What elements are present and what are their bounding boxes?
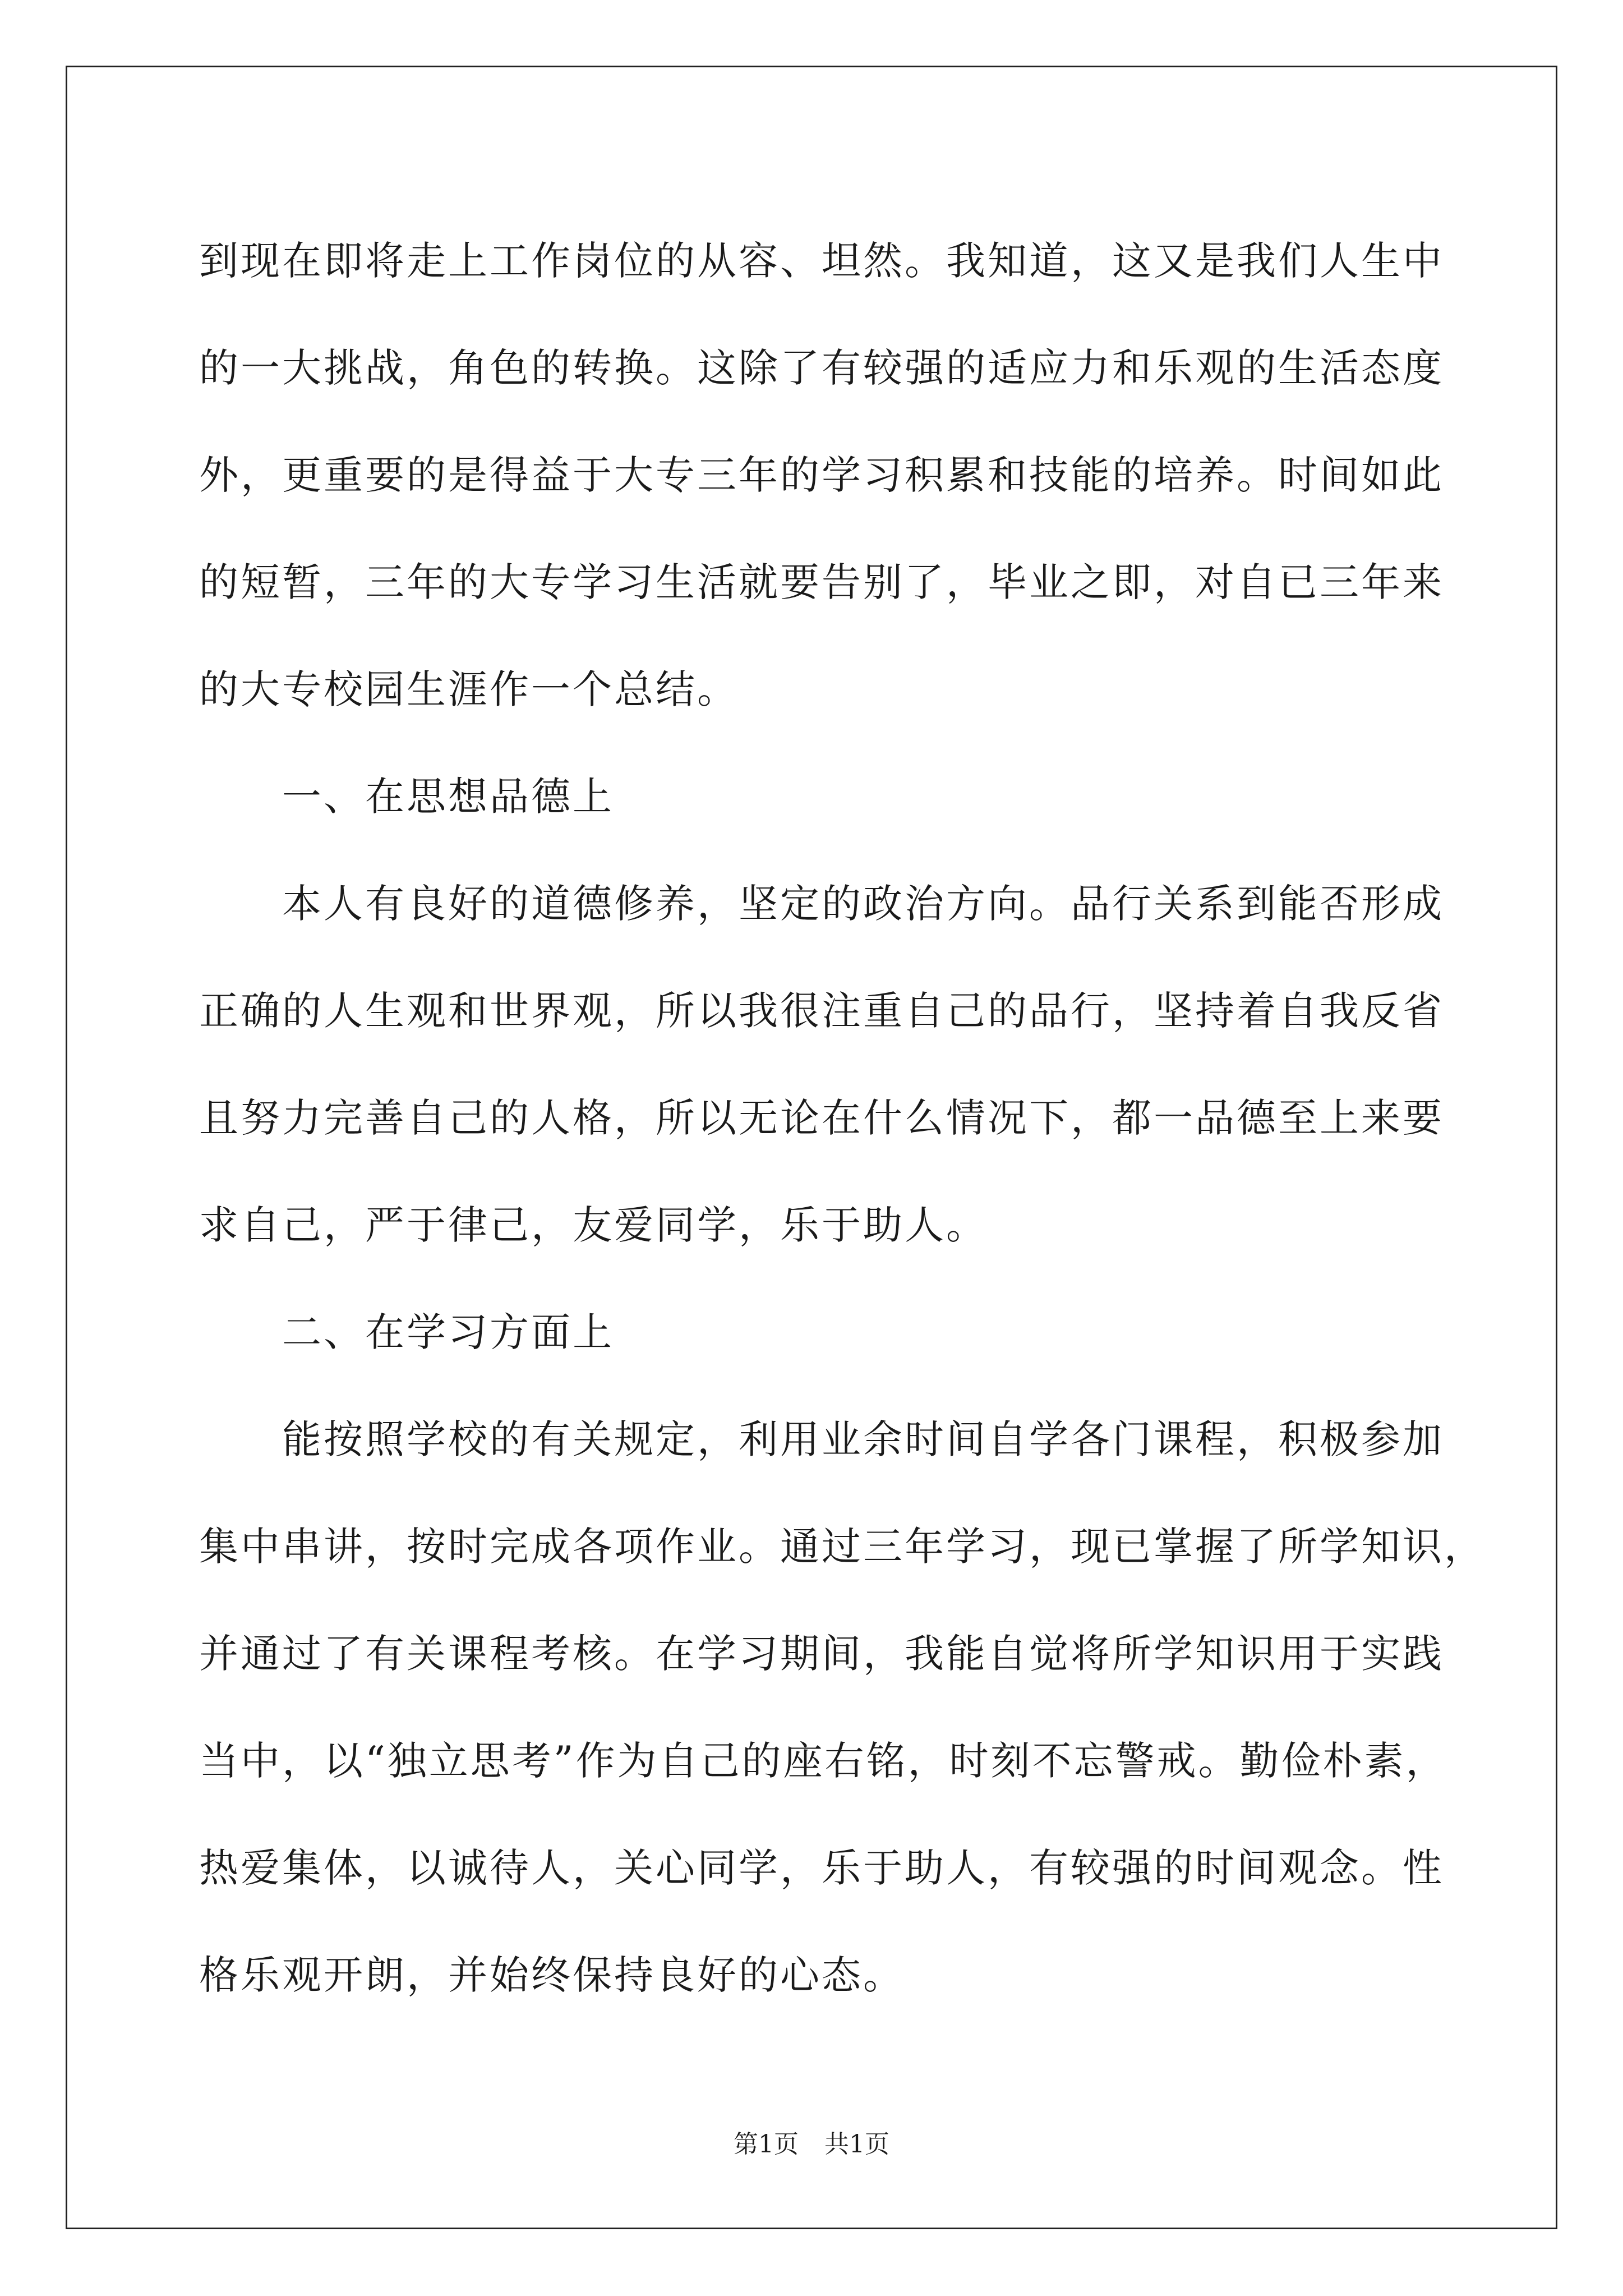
text-line: 本人有良好的道德修养，坚定的政治方向。品行关系到能否形成 (199, 881, 1444, 927)
text-line: 热爱集体，以诚待人，关心同学，乐于助人，有较强的时间观念。性 (199, 1845, 1444, 1891)
text-line: 并通过了有关课程考核。在学习期间，我能自觉将所学知识用于实践 (199, 1631, 1444, 1677)
text-line: 外，更重要的是得益于大专三年的学习积累和技能的培养。时间如此 (199, 452, 1444, 498)
text-line: 的短暂，三年的大专学习生活就要告别了，毕业之即，对自已三年来 (199, 559, 1444, 605)
page-number: 第1页 (734, 2130, 799, 2159)
text-line: 求自己，严于律己，友爱同学，乐于助人。 (199, 1202, 988, 1248)
text-line: 的大专校园生涯作一个总结。 (199, 666, 739, 712)
page-total: 共1页 (824, 2130, 889, 2159)
text-line: 且努力完善自己的人格，所以无论在什么情况下，都一品德至上来要 (199, 1095, 1444, 1141)
section-heading: 一、在思想品德上 (199, 774, 614, 820)
text-line: 正确的人生观和世界观，所以我很注重自己的品行，坚持着自我反省 (199, 988, 1444, 1034)
section-heading: 二、在学习方面上 (199, 1309, 614, 1355)
text-line: 集中串讲，按时完成各项作业。通过三年学习，现已掌握了所学知识， (199, 1524, 1486, 1570)
text-line: 能按照学校的有关规定，利用业余时间自学各门课程，积极参加 (199, 1416, 1444, 1462)
text-line: 的一大挑战，角色的转换。这除了有较强的适应力和乐观的生活态度 (199, 345, 1444, 391)
page-footer (0, 2128, 1623, 2161)
text-line: 格乐观开朗，并始终保持良好的心态。 (199, 1952, 905, 1998)
text-line: 当中，以“独立思考”作为自己的座右铭，时刻不忘警戒。勤俭朴素， (199, 1738, 1447, 1784)
document-body (199, 208, 1486, 2029)
text-line: 到现在即将走上工作岗位的从容、坦然。我知道，这又是我们人生中 (199, 238, 1444, 284)
